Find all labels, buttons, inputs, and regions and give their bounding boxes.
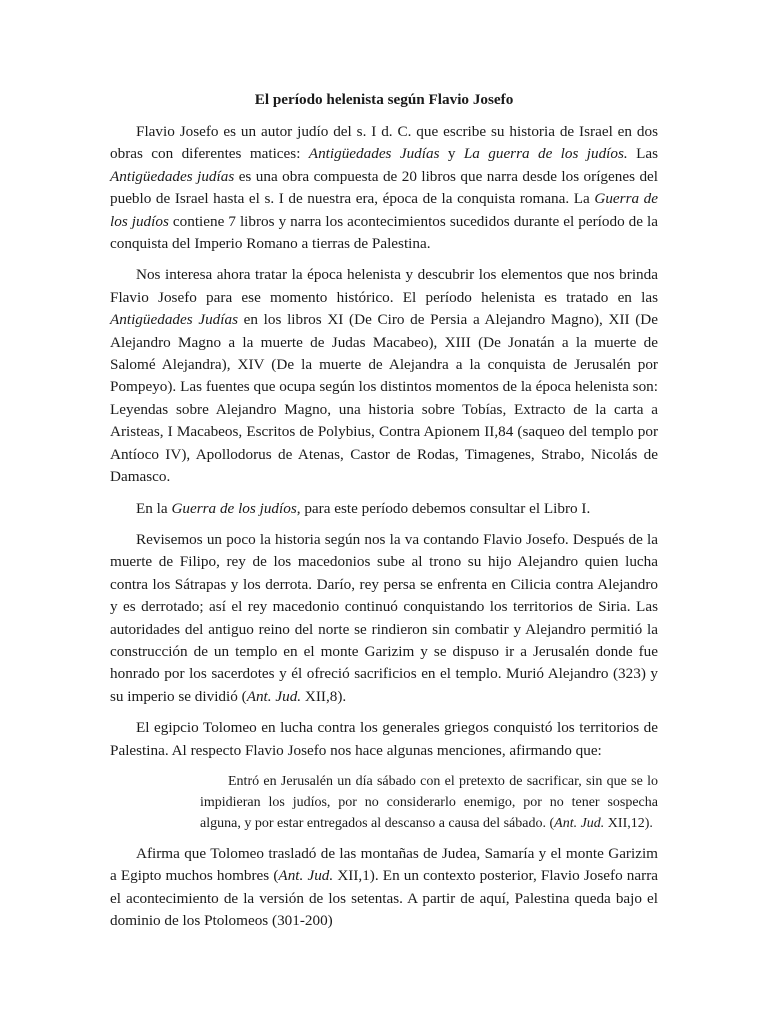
paragraph-intro bbox=[110, 121, 658, 255]
text-run: Las bbox=[627, 145, 659, 163]
paragraph-ptolemy-transfer bbox=[110, 843, 658, 933]
paragraph-alexander-history bbox=[110, 529, 658, 708]
text-run: es una obra compuesta de 20 libros que narra desde los orígenes del pueblo de Israel hasta el s. I de nuestra era, época de la conquista romana. La bbox=[110, 167, 658, 208]
document-page bbox=[110, 90, 658, 942]
text-run: y bbox=[439, 145, 464, 163]
text-run: XII,8). bbox=[301, 687, 347, 705]
italic-run: La guerra de los judíos. bbox=[463, 145, 628, 163]
italic-run: Ant. Jud. bbox=[278, 867, 334, 885]
text-run: Revisemos un poco la historia según nos la va contando Flavio Josefo. Después de la muerte de Filipo, rey de los macedonios sube al trono su hijo Alejandro quien lucha contra los Sátrapas y los derrota. Darío, rey persa se enfrenta en Cilicia contra Alejandro y es derrotado; así el rey macedonio continuó conquistando los territorios de Siria. Las autoridades del antiguo reino del norte se rindieron sin combatir y Alejandro permitió la construcción de un templo en el monte Garizim y se dispuso ir a Jerusalén donde fue honrado por los sacerdotes y él ofreció sacrificios en el templo. Murió Alejandro (323) y su imperio se dividió ( bbox=[110, 530, 658, 705]
italic-run: Antigüedades Judías bbox=[110, 311, 238, 329]
text-run: en los libros XI (De Ciro de Persia a Alejandro Magno), XII (De Alejandro Magno a la muerte de Judas Macabeo), XIII (De Jonatán a la muerte de Salomé Alejandra), XIV (De la muerte de Alejandra a la conquista de Jerusalén por Pompeyo). Las fuentes que ocupa según los distintos momentos de la época helenista son: Leyendas sobre Alejandro Magno, una historia sobre Tobías, Extracto de la carta a Aristeas, I Macabeos, Escritos de Polybius, Contra Apionem II,84 (saqueo del templo por Antíoco IV), Apollodorus de Atenas, Castor de Rodas, Timagenes, Strabo, Nicolás de Damasco. bbox=[110, 311, 658, 486]
paragraph-guerra-reference bbox=[110, 498, 658, 520]
document-title: El período helenista según Flavio Josefo bbox=[254, 91, 514, 108]
text-run: En la bbox=[136, 499, 172, 517]
text-run: Afirma que Tolomeo trasladó de las montañas de Judea, Samaría y el monte Garizim a Egipto muchos hombres ( bbox=[110, 844, 658, 885]
italic-run: Antigüedades judías bbox=[110, 167, 235, 185]
text-run: , para este período debemos consultar el Libro I. bbox=[296, 499, 591, 517]
paragraph-ptolemy bbox=[110, 717, 658, 762]
text-run: contiene 7 libros y narra los acontecimientos sucedidos durante el período de la conquista del Imperio Romano a tierras de Palestina. bbox=[110, 212, 658, 253]
italic-run: Ant. Jud. bbox=[246, 687, 302, 705]
text-run: Entró en Jerusalén un día sábado con el pretexto de sacrificar, sin que se lo impidieran los judíos, por no considerarlo enemigo, por no tener sospecha alguna, y por estar entregados al descanso a causa del sábado. ( bbox=[200, 773, 658, 831]
italic-run: Guerra de los judíos bbox=[110, 190, 658, 230]
italic-run: Ant. Jud. bbox=[554, 815, 605, 831]
text-run: Nos interesa ahora tratar la época helenista y descubrir los elementos que nos brinda Flavio Josefo para ese momento histórico. El período helenista es tratado en las bbox=[110, 266, 658, 306]
text-run: XII,12). bbox=[604, 815, 653, 831]
text-run: Flavio Josefo es un autor judío del s. I d. C. que escribe su historia de Israel en dos obras con diferentes matices: bbox=[110, 123, 658, 163]
block-quote bbox=[200, 771, 658, 834]
italic-run: Antigüedades Judías bbox=[308, 145, 440, 163]
italic-run: Guerra de los judíos bbox=[171, 499, 297, 517]
paragraph-helenistic-period bbox=[110, 264, 658, 488]
text-run: XII,1). En un contexto posterior, Flavio Josefo narra el acontecimiento de la versión de los setentas. A partir de aquí, Palestina queda bajo el dominio de los Ptolomeos (301-200) bbox=[110, 867, 658, 930]
text-run: El egipcio Tolomeo en lucha contra los generales griegos conquistó los territorios de Palestina. Al respecto Flavio Josefo nos hace algunas menciones, afirmando que: bbox=[110, 719, 658, 759]
